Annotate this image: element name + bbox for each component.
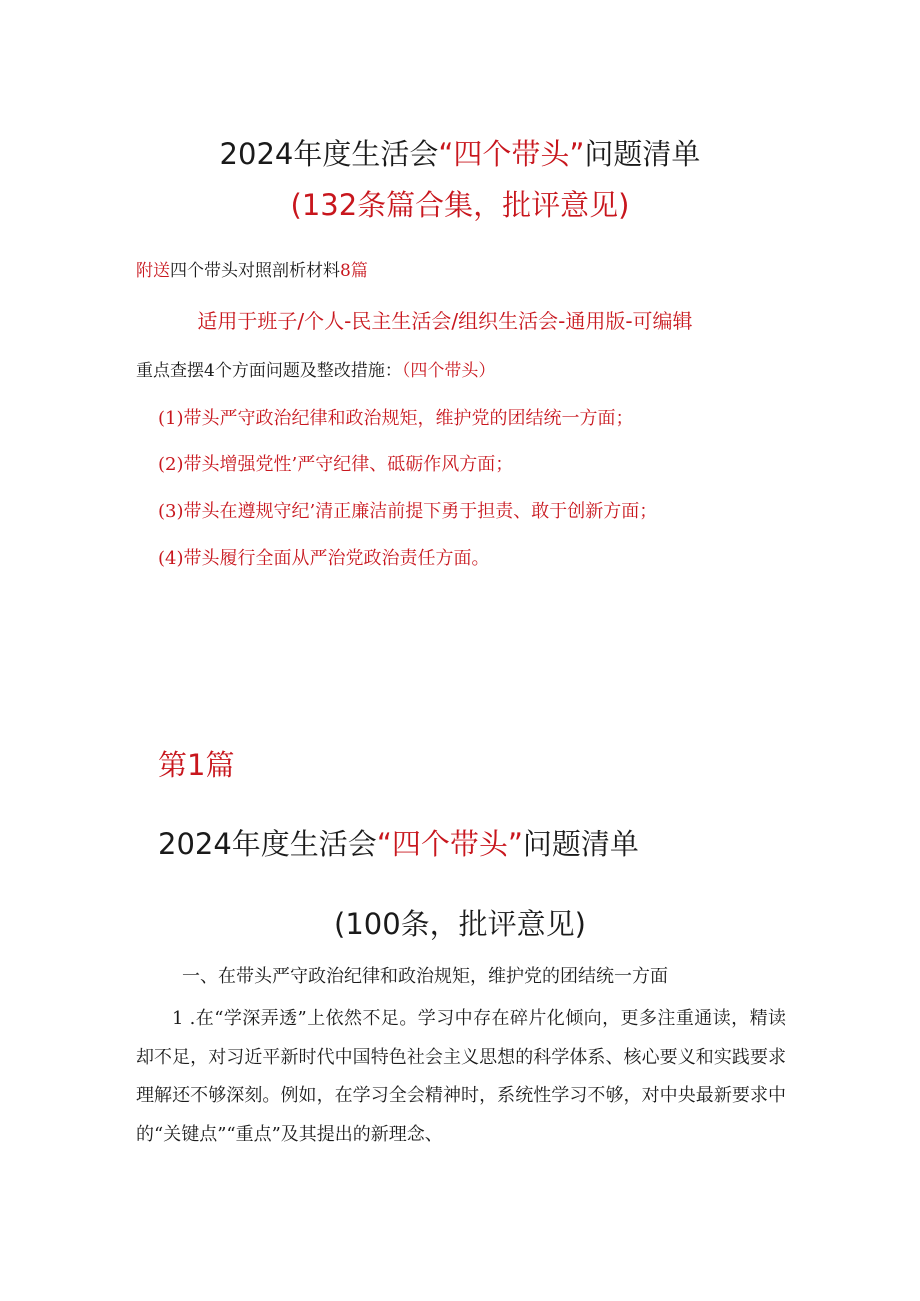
attached-text: 四个带头对照剖析材料 <box>170 261 340 281</box>
focus-point-4: (4)带头履行全面从严治党政治责任方面。 <box>158 548 490 569</box>
part-label: 第1篇 <box>158 748 235 782</box>
part-title-suffix: 问题清单 <box>522 827 639 861</box>
focus-highlight: （四个带头） <box>401 361 496 381</box>
focus-point-3: (3)带头在遵规守纪’清正廉洁前提下勇于担责、敢于创新方面； <box>158 501 658 522</box>
cover-subtitle: (132条篇合集，批评意见) <box>290 188 630 222</box>
attached-note <box>136 256 368 281</box>
attached-count: 8篇 <box>340 261 368 281</box>
focus-point-2: (2)带头增强党性’严守纪律、砥砺作风方面； <box>158 454 514 475</box>
focus-line <box>136 356 495 381</box>
part-title-highlight: “四个带头” <box>376 827 523 861</box>
part-subtitle: (100条，批评意见) <box>334 907 586 941</box>
section-heading: 一、在带头严守政治纪律和政治规矩，维护党的团结统一方面 <box>182 966 668 987</box>
scope-line: 适用于班子/个人-民主生活会/组织生活会-通用版-可编辑 <box>197 309 693 333</box>
attached-prefix: 附送 <box>136 261 170 281</box>
body-paragraph: 1 .在“学深弄透”上依然不足。学习中存在碎片化倾向，更多注重通读，精读却不足，对习近平新时代中国特色社会主义思想的科学体系、核心要义和实践要求理解还不够深刻。例如，在学习全会精神时，系统性学习不够，对中央最新要求中的“关键点”“重点”及其提出的新理念、 <box>136 1008 786 1145</box>
part-title-prefix: 2024年度生活会 <box>158 827 377 861</box>
cover-title-prefix: 2024年度生活会 <box>219 137 439 171</box>
cover-title-suffix: 问题清单 <box>584 137 701 171</box>
focus-point-1: (1)带头严守政治纪律和政治规矩，维护党的团结统一方面； <box>158 408 634 429</box>
cover-title <box>0 132 920 173</box>
cover-title-highlight: “四个带头” <box>438 137 585 171</box>
focus-text: 重点查摆4个方面问题及整改措施： <box>136 361 402 381</box>
part-title <box>158 822 639 863</box>
